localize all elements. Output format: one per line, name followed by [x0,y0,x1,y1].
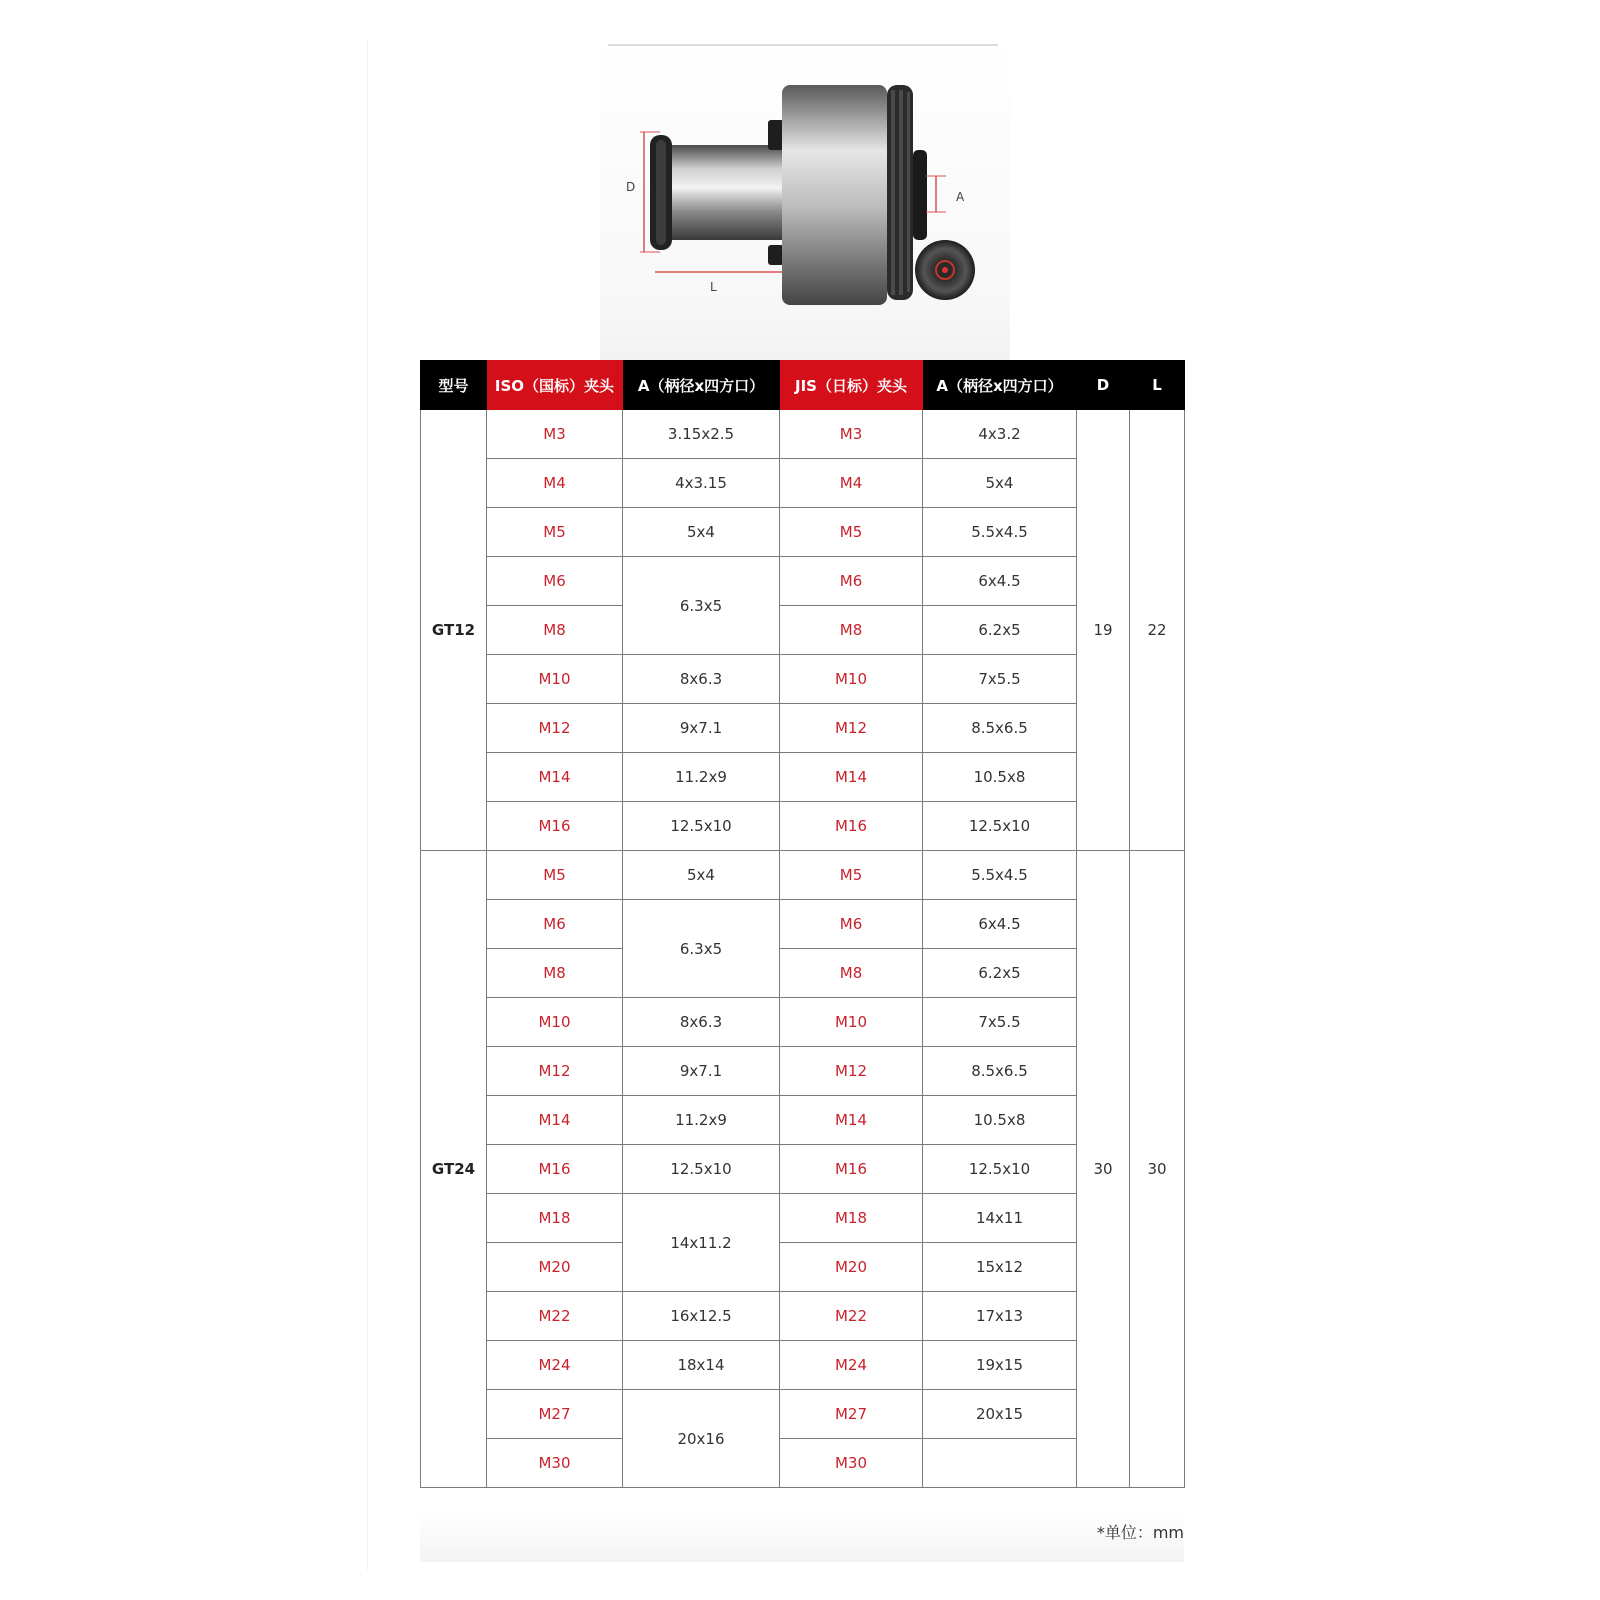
table-row [421,508,1185,557]
jis-size-cell: M4 [780,459,923,508]
table-row [421,655,1185,704]
iso-size-cell: M3 [487,410,623,459]
header-jis-collet: JIS（日标）夹头 [780,361,923,410]
dimension-label-d: D [626,180,636,194]
jis-size-cell: M8 [780,949,923,998]
iso-size-cell: M18 [487,1194,623,1243]
jis-size-cell: M5 [780,508,923,557]
jis-a-cell: 8.5x6.5 [923,704,1077,753]
jis-a-cell: 7x5.5 [923,655,1077,704]
iso-size-cell: M30 [487,1439,623,1488]
spec-table [420,360,1185,1488]
iso-a-cell: 16x12.5 [623,1292,780,1341]
tap-collet-drawing [600,40,1010,360]
jis-a-cell: 15x12 [923,1243,1077,1292]
iso-a-cell: 20x16 [623,1390,780,1488]
jis-size-cell: M18 [780,1194,923,1243]
header-model: 型号 [421,361,487,410]
jis-a-cell: 10.5x8 [923,1096,1077,1145]
jis-size-cell: M20 [780,1243,923,1292]
jis-size-cell: M8 [780,606,923,655]
iso-size-cell: M6 [487,900,623,949]
iso-a-cell: 9x7.1 [623,1047,780,1096]
iso-size-cell: M22 [487,1292,623,1341]
iso-size-cell: M24 [487,1341,623,1390]
jis-size-cell: M5 [780,851,923,900]
iso-size-cell: M5 [487,851,623,900]
jis-size-cell: M6 [780,900,923,949]
model-cell: GT24 [421,851,487,1488]
header-l: L [1130,361,1185,410]
jis-size-cell: M27 [780,1390,923,1439]
jis-size-cell: M14 [780,753,923,802]
jis-size-cell: M10 [780,998,923,1047]
jis-a-cell: 12.5x10 [923,802,1077,851]
l-cell: 22 [1130,410,1185,851]
iso-a-cell: 9x7.1 [623,704,780,753]
iso-a-cell: 6.3x5 [623,557,780,655]
header-d: D [1077,361,1130,410]
jis-size-cell: M6 [780,557,923,606]
iso-a-cell: 5x4 [623,508,780,557]
table-row [421,459,1185,508]
jis-a-cell: 10.5x8 [923,753,1077,802]
table-row [421,753,1185,802]
table-row [421,704,1185,753]
iso-size-cell: M20 [487,1243,623,1292]
jis-size-cell: M10 [780,655,923,704]
header-iso-collet: ISO（国标）夹头 [487,361,623,410]
table-row [421,851,1185,900]
jis-size-cell: M12 [780,704,923,753]
iso-size-cell: M10 [487,655,623,704]
table-row [421,1292,1185,1341]
iso-size-cell: M8 [487,606,623,655]
jis-a-cell: 14x11 [923,1194,1077,1243]
iso-size-cell: M8 [487,949,623,998]
jis-a-cell: 6.2x5 [923,606,1077,655]
table-row [421,802,1185,851]
iso-a-cell: 8x6.3 [623,655,780,704]
scan-edge-line [367,40,368,1570]
iso-a-cell: 5x4 [623,851,780,900]
jis-size-cell: M12 [780,1047,923,1096]
table-row [421,1096,1185,1145]
table-row [421,410,1185,459]
iso-a-cell: 12.5x10 [623,802,780,851]
jis-size-cell: M14 [780,1096,923,1145]
jis-size-cell: M3 [780,410,923,459]
iso-size-cell: M10 [487,998,623,1047]
scan-foot-shade [420,1512,1184,1562]
header-iso-a: A（柄径x四方口） [623,361,780,410]
iso-a-cell: 14x11.2 [623,1194,780,1292]
table-body [421,410,1185,1488]
jis-a-cell: 12.5x10 [923,1145,1077,1194]
jis-size-cell: M24 [780,1341,923,1390]
model-cell: GT12 [421,410,487,851]
table-row [421,1194,1185,1243]
table-row [421,1341,1185,1390]
unit-note: *单位：mm [1096,1523,1184,1542]
table-row [421,1390,1185,1439]
jis-a-cell: 6.2x5 [923,949,1077,998]
jis-size-cell: M16 [780,1145,923,1194]
photo-top-rule [608,44,998,46]
jis-a-cell: 4x3.2 [923,410,1077,459]
header-jis-a: A（柄径x四方口） [923,361,1077,410]
d-cell: 19 [1077,410,1130,851]
iso-a-cell: 18x14 [623,1341,780,1390]
jis-a-cell: 20x15 [923,1390,1077,1439]
jis-a-cell: 7x5.5 [923,998,1077,1047]
jis-a-cell: 5x4 [923,459,1077,508]
jis-a-cell: 5.5x4.5 [923,851,1077,900]
table-header-row [421,361,1185,410]
jis-a-cell: 17x13 [923,1292,1077,1341]
jis-a-cell [923,1439,1077,1488]
table-row [421,1047,1185,1096]
table-row [421,557,1185,606]
iso-a-cell: 6.3x5 [623,900,780,998]
jis-size-cell: M16 [780,802,923,851]
iso-a-cell: 3.15x2.5 [623,410,780,459]
tap-collet-product-photo [600,40,1010,360]
table-row [421,900,1185,949]
jis-size-cell: M22 [780,1292,923,1341]
jis-size-cell: M30 [780,1439,923,1488]
table-row [421,606,1185,655]
iso-size-cell: M27 [487,1390,623,1439]
table-row [421,949,1185,998]
jis-a-cell: 8.5x6.5 [923,1047,1077,1096]
iso-a-cell: 4x3.15 [623,459,780,508]
iso-a-cell: 11.2x9 [623,753,780,802]
iso-size-cell: M14 [487,753,623,802]
table-row [421,1439,1185,1488]
iso-a-cell: 11.2x9 [623,1096,780,1145]
iso-size-cell: M5 [487,508,623,557]
jis-a-cell: 5.5x4.5 [923,508,1077,557]
collet-body [782,85,887,305]
d-cell: 30 [1077,851,1130,1488]
iso-size-cell: M14 [487,1096,623,1145]
l-cell: 30 [1130,851,1185,1488]
table-row [421,998,1185,1047]
iso-a-cell: 12.5x10 [623,1145,780,1194]
iso-size-cell: M16 [487,1145,623,1194]
iso-size-cell: M4 [487,459,623,508]
table-row [421,1243,1185,1292]
iso-a-cell: 8x6.3 [623,998,780,1047]
jis-a-cell: 6x4.5 [923,900,1077,949]
dimension-label-a: A [956,190,965,204]
iso-size-cell: M12 [487,1047,623,1096]
table-row [421,1145,1185,1194]
iso-size-cell: M16 [487,802,623,851]
dimension-label-l: L [710,280,717,294]
iso-size-cell: M6 [487,557,623,606]
iso-size-cell: M12 [487,704,623,753]
jis-a-cell: 6x4.5 [923,557,1077,606]
jis-a-cell: 19x15 [923,1341,1077,1390]
shank [672,145,782,240]
